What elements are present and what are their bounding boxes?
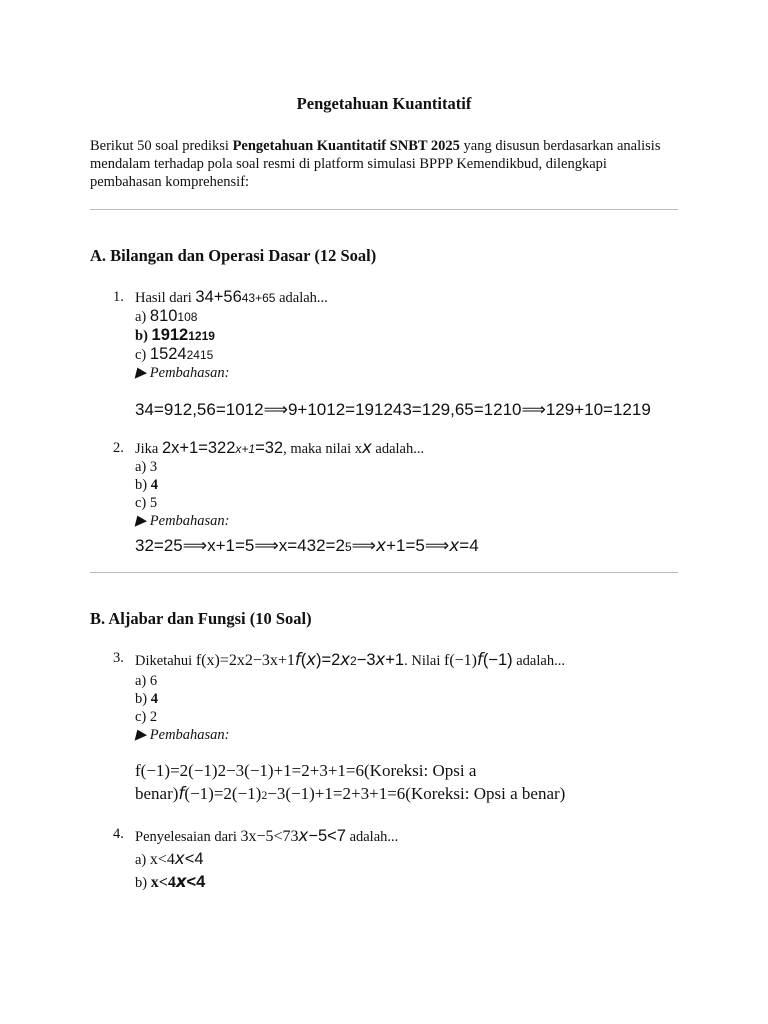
- solution: [135, 759, 678, 807]
- page-title: Pengetahuan Kuantitatif: [296, 94, 472, 113]
- intro-text: Berikut 50 soal prediksi: [90, 138, 233, 154]
- solution-part: =4: [459, 536, 479, 555]
- math-small: x+1: [235, 442, 256, 456]
- intro-bold-text: Pengetahuan Kuantitatif SNBT 2025: [232, 138, 460, 154]
- math-small: 2: [350, 654, 357, 668]
- option-label: b): [135, 691, 151, 707]
- question-post-2: adalah...: [371, 441, 425, 457]
- question-number: 2.: [113, 440, 124, 456]
- option-small: 1219: [188, 329, 215, 343]
- section-title-b: B. Aljabar dan Fungsi (10 Soal): [90, 609, 312, 628]
- option-c: [135, 708, 678, 726]
- option-label: a): [135, 309, 150, 325]
- solution: 34=912,56=1012⟹9+1012=191243=129,65=1210⟹129+10=1219: [135, 400, 651, 419]
- option-small: 108: [177, 310, 198, 324]
- solution-part: f(−1)=2(−1)2−3(−1)+1=2+3+1=6(Koreksi: Opsi a benar): [135, 761, 477, 803]
- option-value: 1524: [149, 345, 187, 363]
- intro-text-rest: yang disusun berdasarkan analisis mendalam terhadap pola soal resmi di platform simulasi BPPP Kemendikbud, dilengkapi pembahasan komprehensif:: [90, 138, 661, 190]
- option-value: 4: [150, 477, 158, 493]
- pembahasan-label: ▶ Pembahasan:: [135, 513, 230, 529]
- question-post: adalah...: [345, 829, 399, 845]
- math-variable: x: [362, 438, 372, 457]
- solution-part: +1=5⟹: [386, 536, 450, 555]
- intro-paragraph: [90, 137, 678, 191]
- divider: [90, 209, 678, 210]
- math-expression: 3x−5<73: [240, 828, 299, 845]
- option-value: x<4: [149, 851, 175, 868]
- math-part: <4: [186, 873, 206, 891]
- math-part: +1: [385, 651, 405, 669]
- option-value: 810: [149, 307, 178, 325]
- question-post: adalah...: [275, 290, 328, 306]
- option-b: [135, 476, 678, 494]
- pembahasan-label: ▶ Pembahasan:: [135, 365, 230, 381]
- question-text: [135, 649, 678, 672]
- math-part: )=2: [315, 651, 341, 669]
- option-a: [135, 458, 678, 476]
- math-variable: x: [449, 536, 460, 556]
- question-4: [90, 825, 678, 894]
- math-variable: x: [340, 650, 351, 669]
- question-2: [90, 439, 678, 558]
- option-b: [135, 690, 678, 708]
- math-variable: x: [376, 536, 387, 556]
- question-pre: Jika: [135, 441, 162, 457]
- math-part: <4: [184, 850, 204, 868]
- option-small: 2415: [186, 348, 214, 362]
- math-expression: 2x+1=322: [161, 439, 236, 457]
- math-variable: x: [174, 849, 185, 868]
- option-label: a): [135, 459, 150, 475]
- solution-small: 2: [261, 788, 268, 802]
- solution-part: ⟹: [351, 536, 376, 555]
- option-value: 2: [149, 709, 158, 725]
- option-c: [135, 494, 678, 512]
- math-variable: f: [178, 784, 185, 804]
- math-expression: f(x)=2x2−3x+1: [195, 652, 295, 669]
- question-post: . Nilai: [404, 653, 444, 669]
- option-label: a): [135, 852, 150, 868]
- option-value: 3: [149, 459, 158, 475]
- option-value: 5: [149, 495, 158, 511]
- option-value: 1912: [151, 326, 189, 344]
- math-variable: f: [294, 650, 301, 669]
- math-part: (−1): [482, 651, 513, 669]
- question-pre: Diketahui: [135, 653, 196, 669]
- question-text: [135, 439, 678, 458]
- math-part: (: [300, 651, 307, 669]
- solution-part: (−1)=2(−1): [184, 784, 262, 803]
- question-number: 1.: [113, 289, 124, 305]
- question-pre: Hasil dari: [135, 290, 196, 306]
- option-label: b): [135, 875, 151, 891]
- math-small: 43+65: [241, 291, 276, 305]
- solution-small: 5: [344, 540, 352, 554]
- pembahasan-label: ▶ Pembahasan:: [135, 727, 230, 743]
- divider: [90, 572, 678, 573]
- option-value: 4: [150, 691, 158, 707]
- question-pre: Penyelesaian dari: [135, 829, 241, 845]
- option-label: b): [135, 328, 152, 344]
- question-text: [135, 825, 678, 848]
- question-text: [135, 288, 678, 307]
- solution-part: −3(−1)+1=2+3+1=6(Koreksi: Opsi a benar): [267, 784, 566, 803]
- math-tail: =32: [255, 439, 284, 457]
- question-1: [90, 288, 678, 421]
- option-label: b): [135, 477, 151, 493]
- math-part: −3: [356, 651, 376, 669]
- option-label: c): [135, 347, 150, 363]
- option-label: c): [135, 495, 150, 511]
- math-variable: x: [375, 650, 386, 669]
- option-value: 6: [149, 673, 158, 689]
- math-expression: f(−1): [443, 652, 477, 669]
- question-3: [90, 649, 678, 807]
- option-value: x<4: [150, 874, 176, 891]
- option-label: a): [135, 673, 150, 689]
- math-variable: x: [298, 826, 309, 845]
- option-c: [135, 345, 678, 364]
- option-b: [135, 326, 678, 345]
- math-variable: f: [477, 650, 483, 669]
- question-post-2: adalah...: [512, 653, 565, 669]
- option-a: [135, 848, 678, 871]
- question-number: 3.: [113, 650, 124, 666]
- math-variable: x: [175, 872, 187, 891]
- option-b: [135, 871, 678, 894]
- question-number: 4.: [113, 826, 124, 842]
- math-part: −5<7: [308, 827, 346, 845]
- option-a: [135, 307, 678, 326]
- math-variable: x: [306, 650, 316, 669]
- math-expression: 34+56: [195, 288, 242, 306]
- option-a: [135, 672, 678, 690]
- solution: [135, 535, 678, 558]
- option-label: c): [135, 709, 150, 725]
- question-post: , maka nilai x: [283, 441, 362, 457]
- solution-part: 32=25⟹x+1=5⟹x=432=2: [135, 536, 345, 555]
- section-title-a: A. Bilangan dan Operasi Dasar (12 Soal): [90, 246, 377, 265]
